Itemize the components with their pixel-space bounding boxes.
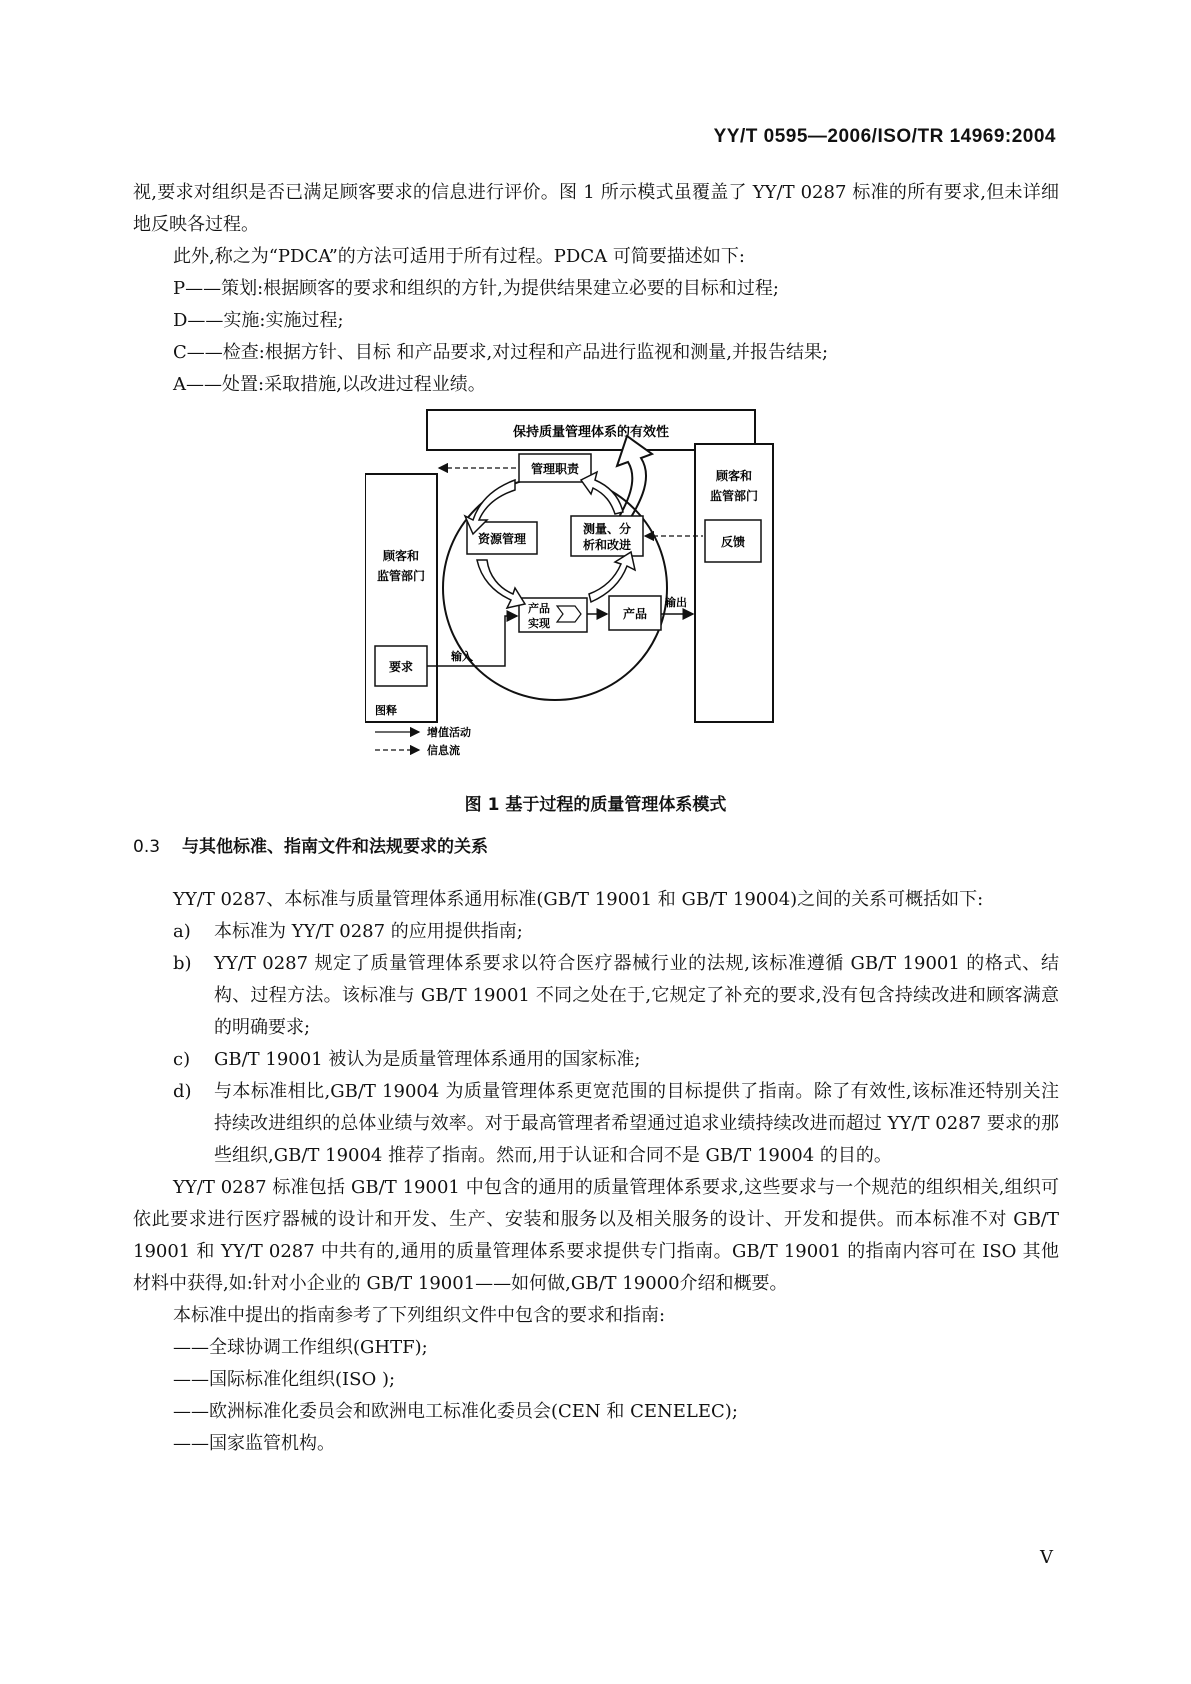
section-title: 与其他标准、指南文件和法规要求的关系 bbox=[182, 837, 489, 857]
product-label: 产品 bbox=[622, 607, 648, 621]
list-item-c bbox=[133, 1044, 1059, 1076]
left-customer-line1: 顾客和 bbox=[382, 549, 420, 563]
measurement-line2: 析和改进 bbox=[582, 538, 632, 552]
requirement-label: 要求 bbox=[388, 660, 414, 674]
list-label: d) bbox=[173, 1081, 192, 1102]
process-model-figure bbox=[365, 408, 785, 764]
org-item-iso: ——国际标准化组织(ISO ); bbox=[173, 1369, 396, 1390]
cycle-arrow-4 bbox=[581, 472, 623, 514]
product-realization-line1: 产品 bbox=[528, 602, 550, 615]
list-text: 与本标准相比,GB/T 19004 为质量管理体系更宽范围的目标提供了指南。除了有效性,该标准还特别关注持续改进组织的总体业绩与效率。对于最高管理者希望通过追求业绩持续改进而超过 YY/T 0287 要求的那些组织,GB/T 19004 推荐了指南。然而,用于认证和合同不是 GB/T 19004 的目的。 bbox=[214, 1081, 1059, 1166]
org-item-national: ——国家监管机构。 bbox=[173, 1433, 335, 1454]
legend-info-flow: 信息流 bbox=[427, 744, 460, 757]
section-number: 0.3 bbox=[133, 837, 161, 857]
top-box-label: 保持质量管理体系的有效性 bbox=[512, 425, 670, 440]
cycle-arrow-2 bbox=[477, 560, 525, 608]
document-header: YY/T 0595—2006/ISO/TR 14969:2004 bbox=[713, 126, 1056, 147]
pdca-item-p: P——策划:根据顾客的要求和组织的方针,为提供结果建立必要的目标和过程; bbox=[173, 278, 779, 299]
org-item-cen: ——欧洲标准化委员会和欧洲电工标准化委员会(CEN 和 CENELEC); bbox=[173, 1401, 738, 1422]
section-heading bbox=[133, 832, 488, 857]
list-label: a) bbox=[173, 921, 191, 942]
right-customer-line1: 顾客和 bbox=[715, 469, 753, 483]
cycle-arrow-3 bbox=[589, 552, 635, 602]
list-item-d bbox=[133, 1076, 1059, 1172]
list-item-b bbox=[133, 948, 1059, 1044]
pdca-item-d: D——实施:实施过程; bbox=[173, 310, 344, 331]
body-paragraph-3: 本标准中提出的指南参考了下列组织文件中包含的要求和指南: bbox=[173, 1305, 666, 1326]
list-text: GB/T 19001 被认为是质量管理体系通用的国家标准; bbox=[214, 1049, 641, 1070]
pdca-item-c: C——检查:根据方针、目标 和产品要求,对过程和产品进行监视和测量,并报告结果; bbox=[173, 342, 829, 363]
legend-title: 图释 bbox=[375, 704, 397, 717]
body-paragraph-2: YY/T 0287 标准包括 GB/T 19001 中包含的通用的质量管理体系要求,这些要求与一个规范的组织相关,组织可依此要求进行医疗器械的设计和开发、生产、安装和服务以及相关服务的设计、开发和提供。而本标准不对 GB/T 19001 和 YY/T 0287 中共有的,通用的质量管理体系要求提供专门指南。GB/T 19001 的指南内容可在 ISO 其他材料中获得,如:针对小企业的 GB/T 19001——如何做,GB/T 19000介绍和概要。 bbox=[133, 1177, 1059, 1294]
list-item-a bbox=[133, 916, 1059, 948]
org-item-ghtf: ——全球协调工作组织(GHTF); bbox=[173, 1337, 428, 1358]
list-label: c) bbox=[173, 1049, 191, 1070]
list-text: 本标准为 YY/T 0287 的应用提供指南; bbox=[214, 921, 523, 942]
right-customer-line2: 监管部门 bbox=[709, 489, 759, 503]
legend-value-activity: 增值活动 bbox=[427, 726, 471, 739]
intro-block bbox=[133, 177, 1059, 401]
body-paragraph-1: YY/T 0287、本标准与质量管理体系通用标准(GB/T 19001 和 GB/T 19004)之间的关系可概括如下: bbox=[173, 889, 984, 910]
body-block bbox=[133, 884, 1059, 1460]
list-label: b) bbox=[173, 953, 192, 974]
page-number: V bbox=[1040, 1547, 1053, 1568]
figure-caption: 图 1 基于过程的质量管理体系模式 bbox=[464, 795, 727, 815]
measurement-line1: 测量、分 bbox=[582, 522, 632, 536]
right-customer-box bbox=[695, 444, 773, 722]
input-label: 输入 bbox=[451, 650, 473, 663]
left-customer-line2: 监管部门 bbox=[376, 569, 426, 583]
resource-management-label: 资源管理 bbox=[477, 532, 527, 546]
management-responsibility-label: 管理职责 bbox=[530, 462, 580, 476]
list-text: YY/T 0287 规定了质量管理体系要求以符合医疗器械行业的法规,该标准遵循 GB/T 19001 的格式、结构、过程方法。该标准与 GB/T 19001 不同之处在于,它规定了补充的要求,没有包含持续改进和顾客满意的明确要求; bbox=[214, 953, 1059, 1038]
intro-paragraph-1: 视,要求对组织是否已满足顾客要求的信息进行评价。图 1 所示模式虽覆盖了 YY/T 0287 标准的所有要求,但未详细地反映各过程。 bbox=[133, 182, 1059, 235]
intro-paragraph-2: 此外,称之为“PDCA”的方法可适用于所有过程。PDCA 可简要描述如下: bbox=[173, 246, 745, 267]
product-realization-line2: 实现 bbox=[528, 617, 550, 630]
output-label: 输出 bbox=[665, 596, 687, 609]
pdca-item-a: A——处置:采取措施,以改进过程业绩。 bbox=[173, 374, 486, 395]
feedback-label: 反馈 bbox=[720, 535, 746, 549]
